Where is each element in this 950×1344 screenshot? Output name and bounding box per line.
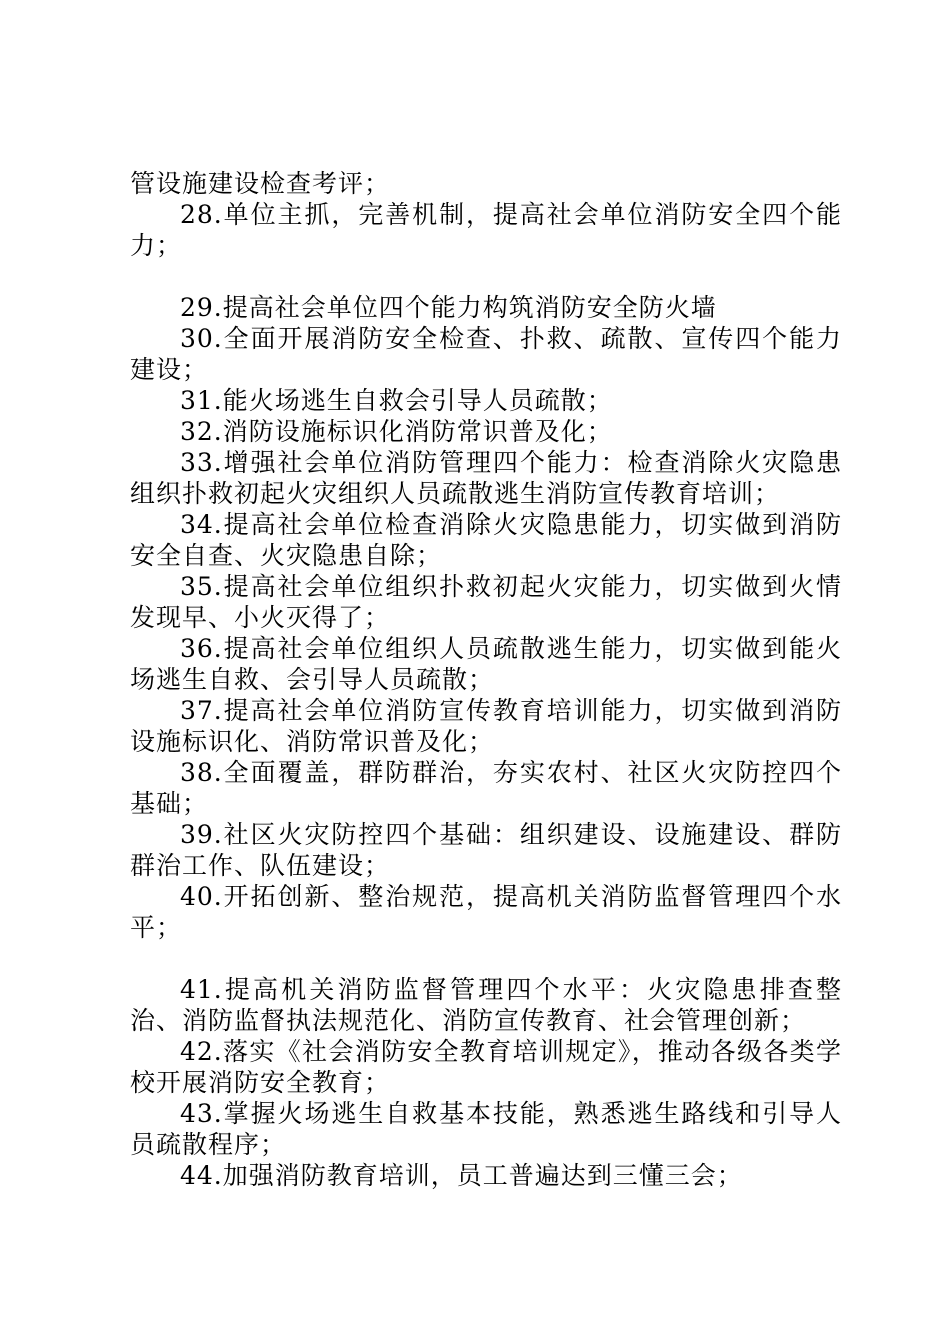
- paragraph-item-34: 34.提高社会单位检查消除火灾隐患能力，切实做到消防安全自查、火灾隐患自除；: [130, 510, 842, 570]
- paragraph-item-36: 36.提高社会单位组织人员疏散逃生能力，切实做到能火场逃生自救、会引导人员疏散；: [130, 634, 842, 694]
- paragraph-item-28: 28.单位主抓，完善机制，提高社会单位消防安全四个能力；: [130, 200, 842, 260]
- paragraph-item-33: 33.增强社会单位消防管理四个能力：检查消除火灾隐患组织扑救初起火灾组织人员疏散逃生消防宣传教育培训；: [130, 448, 842, 508]
- paragraph-item-40: 40.开拓创新、整治规范，提高机关消防监督管理四个水平；: [130, 882, 842, 942]
- paragraph-item-42: 42.落实《社会消防安全教育培训规定》，推动各级各类学校开展消防安全教育；: [130, 1037, 842, 1097]
- paragraph-item-32: 32.消防设施标识化消防常识普及化；: [180, 417, 613, 446]
- paragraph-item-38: 38.全面覆盖，群防群治，夯实农村、社区火灾防控四个基础；: [130, 758, 842, 818]
- paragraph-item-44: 44.加强消防教育培训，员工普遍达到三懂三会；: [180, 1161, 743, 1190]
- paragraph-item-31: 31.能火场逃生自救会引导人员疏散；: [180, 386, 613, 415]
- paragraph-item-39: 39.社区火灾防控四个基础：组织建设、设施建设、群防群治工作、队伍建设；: [130, 820, 842, 880]
- paragraph-item-37: 37.提高社会单位消防宣传教育培训能力，切实做到消防设施标识化、消防常识普及化；: [130, 696, 842, 756]
- document-body: [130, 168, 842, 1191]
- paragraph-item-29: 29.提高社会单位四个能力构筑消防安全防火墙: [180, 293, 717, 322]
- paragraph-item-41: 41.提高机关消防监督管理四个水平：火灾隐患排查整治、消防监督执法规范化、消防宣传教育、社会管理创新；: [130, 975, 842, 1035]
- paragraph-item-35: 35.提高社会单位组织扑救初起火灾能力，切实做到火情发现早、小火灭得了；: [130, 572, 842, 632]
- paragraph-continuation: 管设施建设检查考评；: [130, 169, 391, 198]
- paragraph-item-30: 30.全面开展消防安全检查、扑救、疏散、宣传四个能力建设；: [130, 324, 842, 384]
- paragraph-item-43: 43.掌握火场逃生自救基本技能，熟悉逃生路线和引导人员疏散程序；: [130, 1099, 842, 1159]
